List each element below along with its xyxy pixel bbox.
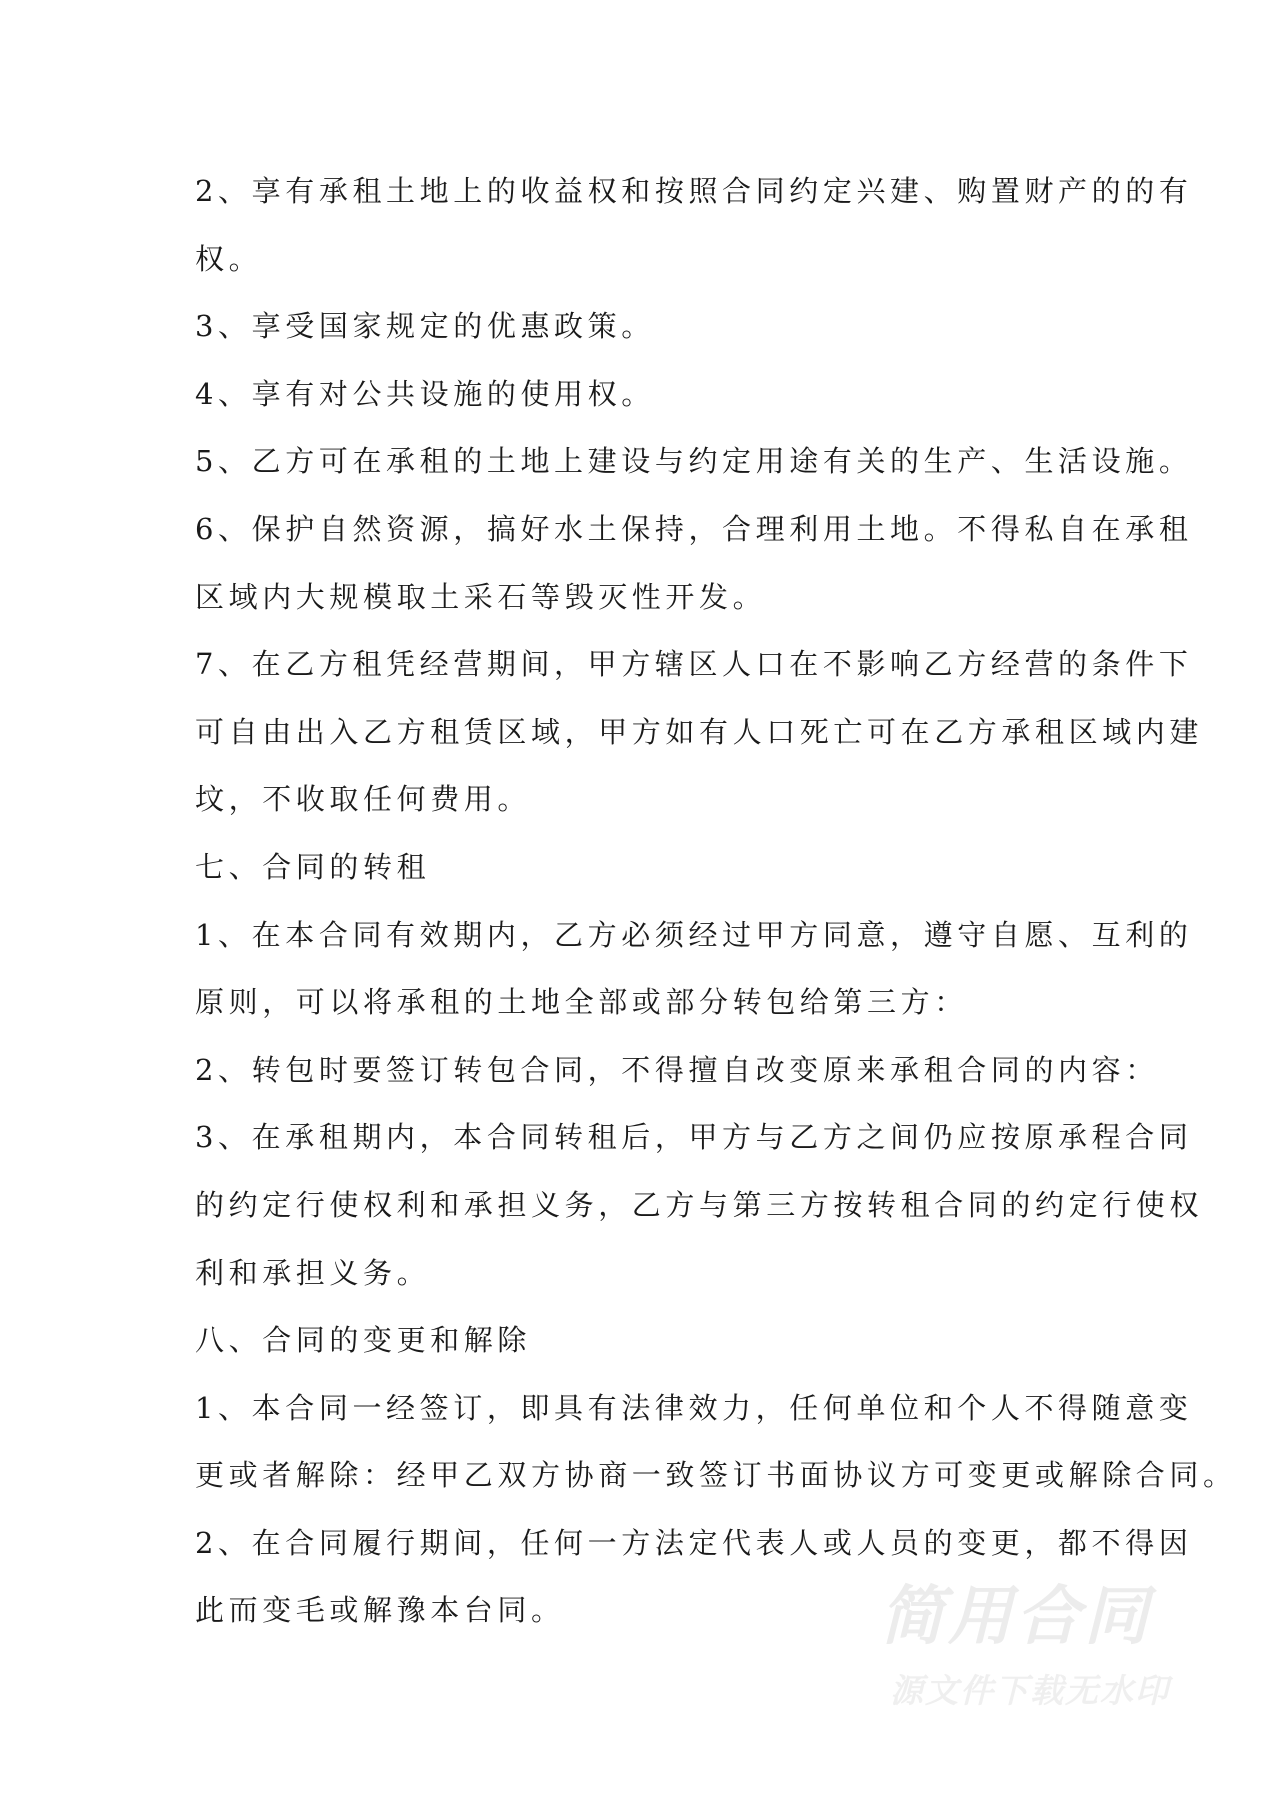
text-line: 权。 (195, 241, 263, 276)
text-line: 更或者解除：经甲乙双方协商一致签订书面协议方可变更或解除合同。 (195, 1458, 1237, 1493)
text-line: 3、享受国家规定的优惠政策。 (195, 309, 655, 344)
text-line: 3、在承租期内，本合同转租后，甲方与乙方之间仍应按原承程合同 (195, 1120, 1193, 1155)
text-line: 原则，可以将承租的土地全部或部分转包给第三方： (195, 985, 968, 1020)
watermark-title: 简用合同 (880, 1580, 1152, 1654)
text-line: 此而变毛或解豫本台同。 (195, 1593, 565, 1628)
text-line: 可自由出入乙方租赁区域，甲方如有人口死亡可在乙方承租区域内建 (195, 714, 1204, 749)
text-line: 2、在合同履行期间，任何一方法定代表人或人员的变更，都不得因 (195, 1525, 1193, 1560)
text-line: 7、在乙方租凭经营期间，甲方辖区人口在不影响乙方经营的条件下 (195, 647, 1193, 682)
text-line: 2、享有承租土地上的收益权和按照合同约定兴建、购置财产的的有 (195, 174, 1193, 208)
text-line: 的约定行使权利和承担义务，乙方与第三方按转租合同的约定行使权 (195, 1187, 1204, 1222)
text-line: 坟，不收取任何费用。 (195, 782, 532, 817)
text-line: 1、在本合同有效期内，乙方必须经过甲方同意，遵守自愿、互利的 (195, 917, 1193, 952)
text-line: 利和承担义务。 (195, 1255, 431, 1290)
text-line: 1、本合同一经签订，即具有法律效力，任何单位和个人不得随意变 (195, 1390, 1193, 1425)
section-heading: 七、合同的转租 (195, 849, 431, 884)
text-line: 5、乙方可在承租的土地上建设与约定用途有关的生产、生活设施。 (195, 444, 1193, 479)
watermark (880, 1565, 1200, 1735)
text-line: 4、享有对公共设施的使用权。 (195, 376, 655, 411)
section-heading: 八、合同的变更和解除 (195, 1323, 532, 1358)
text-line: 区域内大规模取土采石等毁灭性开发。 (195, 579, 767, 614)
watermark-subtitle: 源文件下载无水印 (890, 1671, 1170, 1710)
document-body (195, 158, 1237, 1645)
text-line: 2、转包时要签订转包合同，不得擅自改变原来承租合同的内容： (195, 1052, 1159, 1087)
text-line: 6、保护自然资源，搞好水土保持，合理利用土地。不得私自在承租 (195, 511, 1193, 546)
